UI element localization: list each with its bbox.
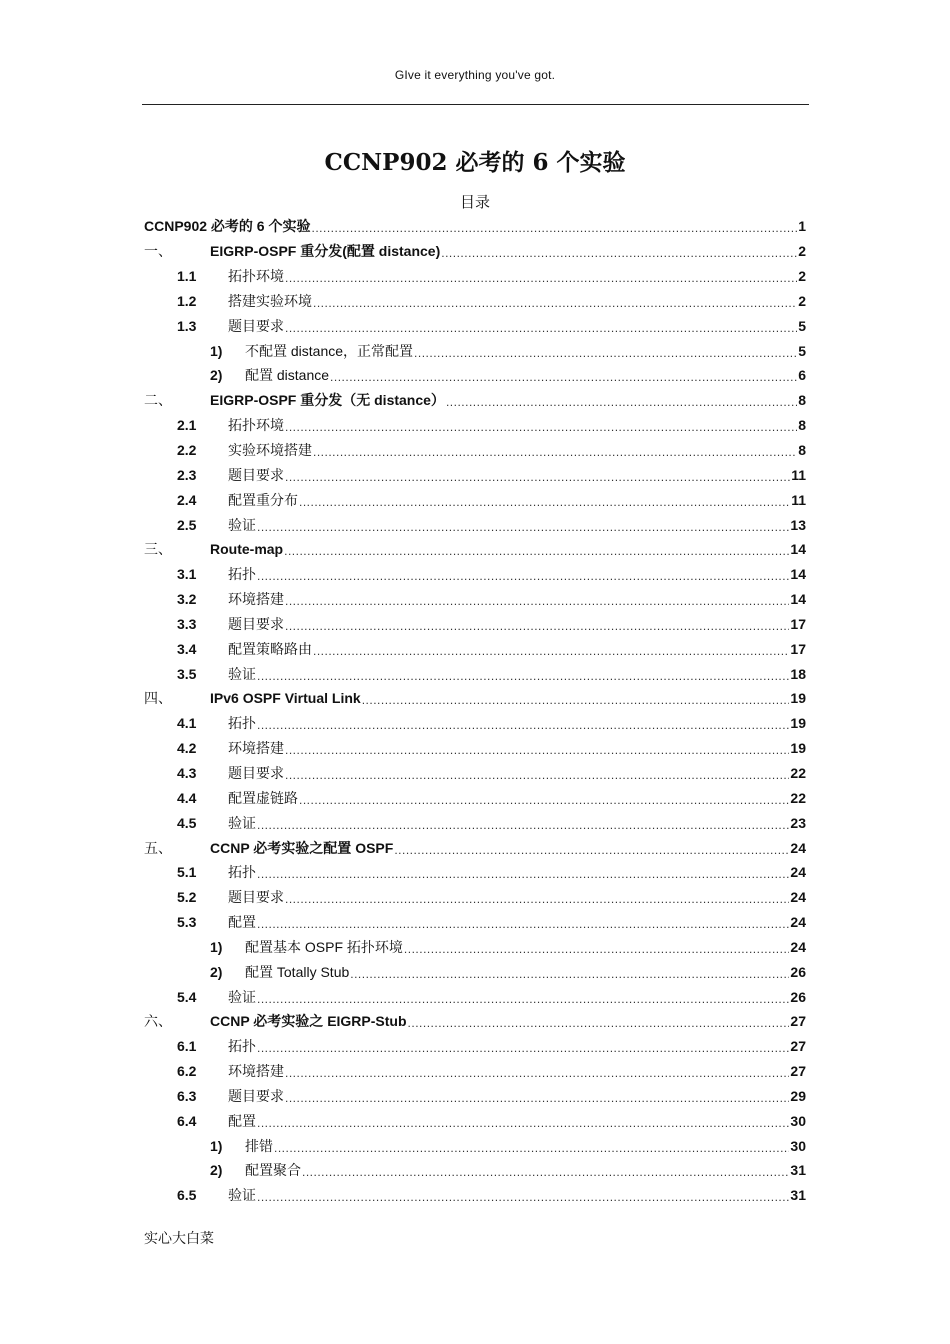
toc-dot-leader bbox=[285, 619, 789, 633]
toc-dot-leader bbox=[257, 992, 789, 1006]
toc-entry-page: 23 bbox=[790, 814, 806, 831]
toc-entry[interactable] bbox=[144, 462, 806, 487]
toc-entry-number: 1) bbox=[210, 1137, 223, 1154]
toc-entry-number: 6.4 bbox=[177, 1112, 197, 1129]
toc-entry-title: 题目要求 bbox=[228, 615, 284, 632]
toc-entry-title: 实验环境搭建 bbox=[228, 442, 312, 459]
toc-entry-page: 24 bbox=[790, 864, 806, 881]
toc-entry-page: 29 bbox=[790, 1087, 806, 1104]
toc-entry-page: 6 bbox=[798, 367, 806, 384]
toc-entry-number: 四、 bbox=[144, 691, 172, 708]
toc-entry-number: 一、 bbox=[144, 244, 172, 261]
toc-entry-title: Route-map bbox=[210, 541, 284, 558]
toc-entry[interactable] bbox=[144, 438, 806, 463]
toc-entry-title: 拓扑 bbox=[228, 1038, 256, 1055]
toc-entry-number: 2) bbox=[210, 367, 223, 384]
toc-entry-page: 31 bbox=[790, 1187, 806, 1204]
toc-entry-number: 六、 bbox=[144, 1014, 172, 1031]
toc-entry-page: 27 bbox=[790, 1063, 806, 1080]
toc-dot-leader bbox=[408, 1016, 790, 1030]
toc-entry[interactable] bbox=[144, 860, 806, 885]
toc-entry-page: 8 bbox=[798, 392, 806, 409]
toc-entry-page: 17 bbox=[790, 615, 806, 632]
document-title: CCNP902 必考的 6 个实验 bbox=[324, 149, 626, 176]
table-of-contents bbox=[144, 214, 806, 1208]
toc-dot-leader bbox=[313, 296, 797, 310]
toc-entry-page: 26 bbox=[790, 963, 806, 980]
toc-entry-page: 26 bbox=[790, 988, 806, 1005]
toc-entry-page: 11 bbox=[791, 466, 806, 483]
toc-entry[interactable] bbox=[144, 562, 806, 587]
toc-entry-page: 30 bbox=[790, 1137, 806, 1154]
toc-dot-leader bbox=[285, 743, 789, 757]
toc-dot-leader bbox=[285, 1091, 789, 1105]
toc-dot-leader bbox=[285, 768, 789, 782]
toc-entry[interactable] bbox=[144, 835, 806, 860]
toc-entry-title: 配置策略路由 bbox=[228, 640, 312, 657]
toc-dot-leader bbox=[274, 1141, 789, 1155]
toc-entry-title: 排错 bbox=[245, 1137, 273, 1154]
toc-entry-title: 拓扑 bbox=[228, 566, 256, 583]
toc-entry-number: 3.4 bbox=[177, 640, 197, 657]
toc-entry-page: 2 bbox=[798, 243, 806, 260]
toc-entry-title: 题目要求 bbox=[228, 317, 284, 334]
toc-entry[interactable] bbox=[144, 612, 806, 637]
toc-dot-leader bbox=[257, 1116, 789, 1130]
toc-entry[interactable] bbox=[144, 711, 806, 736]
toc-dot-leader bbox=[313, 644, 789, 658]
toc-entry-title: 配置 Totally Stub bbox=[245, 963, 350, 980]
toc-entry[interactable] bbox=[144, 338, 806, 363]
toc-entry-title: 配置重分布 bbox=[228, 491, 298, 508]
toc-entry-number: 三、 bbox=[144, 542, 172, 559]
toc-entry-page: 19 bbox=[790, 715, 806, 732]
toc-entry-title: 验证 bbox=[228, 665, 256, 682]
toc-dot-leader bbox=[285, 271, 797, 285]
toc-entry-page: 14 bbox=[790, 541, 806, 558]
toc-entry-title: EIGRP-OSPF 重分发(配置 distance) bbox=[210, 243, 441, 260]
toc-entry-number: 5.2 bbox=[177, 889, 197, 906]
toc-entry-title: 不配置 distance，正常配置 bbox=[245, 342, 414, 359]
toc-entry-page: 24 bbox=[790, 914, 806, 931]
toc-entry-title: 验证 bbox=[228, 516, 256, 533]
toc-dot-leader bbox=[299, 495, 790, 509]
toc-entry-title: 配置聚合 bbox=[245, 1162, 301, 1179]
toc-dot-leader bbox=[285, 892, 789, 906]
toc-entry-title: 配置 distance bbox=[245, 367, 330, 384]
toc-entry[interactable] bbox=[144, 1009, 806, 1034]
toc-dot-leader bbox=[441, 246, 797, 260]
toc-entry-page: 19 bbox=[790, 690, 806, 707]
toc-dot-leader bbox=[257, 1190, 789, 1204]
toc-dot-leader bbox=[285, 470, 790, 484]
toc-dot-leader bbox=[257, 669, 789, 683]
toc-entry-page: 1 bbox=[798, 218, 806, 235]
toc-entry-number: 4.1 bbox=[177, 715, 197, 732]
toc-entry-page: 27 bbox=[790, 1038, 806, 1055]
toc-dot-leader bbox=[257, 917, 789, 931]
toc-entry-number: 5.3 bbox=[177, 914, 197, 931]
footer-author: 实心大白菜 bbox=[144, 1231, 214, 1247]
toc-entry[interactable] bbox=[144, 1108, 806, 1133]
toc-entry[interactable] bbox=[144, 413, 806, 438]
toc-entry[interactable] bbox=[144, 214, 806, 239]
toc-entry[interactable] bbox=[144, 512, 806, 537]
toc-entry-number: 6.2 bbox=[177, 1063, 197, 1080]
toc-entry-page: 2 bbox=[798, 292, 806, 309]
toc-entry-number: 2.1 bbox=[177, 417, 197, 434]
toc-dot-leader bbox=[302, 1165, 789, 1179]
toc-entry[interactable] bbox=[144, 885, 806, 910]
toc-entry[interactable] bbox=[144, 934, 806, 959]
toc-entry-page: 14 bbox=[790, 566, 806, 583]
toc-entry-number: 1.2 bbox=[177, 292, 197, 309]
toc-dot-leader bbox=[257, 520, 789, 534]
toc-entry-title: 题目要求 bbox=[228, 1087, 284, 1104]
toc-entry-page: 30 bbox=[790, 1112, 806, 1129]
toc-entry-page: 17 bbox=[790, 640, 806, 657]
toc-entry[interactable] bbox=[144, 587, 806, 612]
toc-entry[interactable] bbox=[144, 537, 806, 562]
toc-entry[interactable] bbox=[144, 661, 806, 686]
toc-entry-title: 验证 bbox=[228, 1187, 256, 1204]
toc-entry-title: 验证 bbox=[228, 814, 256, 831]
toc-entry-page: 2 bbox=[798, 268, 806, 285]
toc-entry[interactable] bbox=[144, 910, 806, 935]
toc-entry-title: IPv6 OSPF Virtual Link bbox=[210, 690, 361, 707]
toc-entry[interactable] bbox=[144, 810, 806, 835]
toc-entry-page: 5 bbox=[798, 342, 806, 359]
toc-entry[interactable] bbox=[144, 959, 806, 984]
toc-entry-title: 环境搭建 bbox=[228, 1063, 284, 1080]
toc-dot-leader bbox=[446, 395, 797, 409]
toc-entry-number: 6.5 bbox=[177, 1187, 197, 1204]
toc-entry[interactable] bbox=[144, 1158, 806, 1183]
toc-entry-page: 27 bbox=[790, 1013, 806, 1030]
toc-entry-page: 24 bbox=[790, 938, 806, 955]
toc-entry[interactable] bbox=[144, 1084, 806, 1109]
toc-entry-page: 24 bbox=[790, 839, 806, 856]
toc-entry-page: 8 bbox=[798, 442, 806, 459]
toc-entry[interactable] bbox=[144, 363, 806, 388]
toc-entry-number: 4.5 bbox=[177, 814, 197, 831]
toc-dot-leader bbox=[257, 867, 789, 881]
toc-entry[interactable] bbox=[144, 1183, 806, 1208]
toc-entry[interactable] bbox=[144, 487, 806, 512]
toc-dot-leader bbox=[313, 445, 797, 459]
toc-dot-leader bbox=[311, 221, 797, 235]
toc-entry-title: CCNP902 必考的 6 个实验 bbox=[144, 218, 311, 235]
toc-entry-title: 拓扑环境 bbox=[228, 268, 284, 285]
toc-entry[interactable] bbox=[144, 1034, 806, 1059]
toc-entry[interactable] bbox=[144, 313, 806, 338]
toc-entry[interactable] bbox=[144, 984, 806, 1009]
toc-entry-title: 验证 bbox=[228, 988, 256, 1005]
toc-entry-title: 配置 bbox=[228, 914, 256, 931]
toc-entry-title: 题目要求 bbox=[228, 466, 284, 483]
toc-entry-page: 11 bbox=[791, 491, 806, 508]
toc-entry-number: 4.2 bbox=[177, 740, 197, 757]
toc-dot-leader bbox=[284, 544, 789, 558]
toc-entry-number: 3.5 bbox=[177, 665, 197, 682]
toc-entry-title: 题目要求 bbox=[228, 889, 284, 906]
toc-entry-title: 拓扑 bbox=[228, 864, 256, 881]
toc-entry[interactable] bbox=[144, 636, 806, 661]
toc-dot-leader bbox=[257, 1041, 789, 1055]
toc-entry-page: 13 bbox=[790, 516, 806, 533]
toc-entry-page: 31 bbox=[790, 1162, 806, 1179]
toc-dot-leader bbox=[285, 594, 789, 608]
toc-entry[interactable] bbox=[144, 736, 806, 761]
toc-entry[interactable] bbox=[144, 289, 806, 314]
toc-entry[interactable] bbox=[144, 388, 806, 413]
toc-entry-number: 1) bbox=[210, 342, 223, 359]
toc-entry-number: 6.1 bbox=[177, 1038, 197, 1055]
toc-entry-title: 环境搭建 bbox=[228, 591, 284, 608]
toc-entry-page: 22 bbox=[790, 789, 806, 806]
toc-dot-leader bbox=[257, 818, 789, 832]
toc-entry-number: 1.3 bbox=[177, 317, 197, 334]
toc-entry-number: 3.3 bbox=[177, 615, 197, 632]
toc-entry-number: 2.2 bbox=[177, 442, 197, 459]
toc-entry-title: 配置 bbox=[228, 1112, 256, 1129]
toc-entry-title: CCNP 必考实验之 EIGRP-Stub bbox=[210, 1013, 407, 1030]
header-divider bbox=[142, 104, 809, 105]
toc-entry-number: 4.3 bbox=[177, 764, 197, 781]
toc-dot-leader bbox=[257, 569, 789, 583]
toc-entry[interactable] bbox=[144, 1059, 806, 1084]
toc-entry-title: 搭建实验环境 bbox=[228, 292, 312, 309]
toc-entry-number: 2.4 bbox=[177, 491, 197, 508]
toc-dot-leader bbox=[362, 693, 790, 707]
toc-dot-leader bbox=[330, 370, 797, 384]
toc-entry-number: 5.1 bbox=[177, 864, 197, 881]
toc-heading: 目录 bbox=[459, 193, 490, 211]
toc-entry-title: EIGRP-OSPF 重分发（无 distance） bbox=[210, 392, 445, 409]
toc-entry-number: 5.4 bbox=[177, 988, 197, 1005]
toc-entry-page: 5 bbox=[798, 317, 806, 334]
toc-entry[interactable] bbox=[144, 1133, 806, 1158]
toc-dot-leader bbox=[404, 942, 790, 956]
toc-entry-page: 14 bbox=[790, 591, 806, 608]
toc-dot-leader bbox=[257, 718, 789, 732]
toc-entry-page: 8 bbox=[798, 417, 806, 434]
toc-dot-leader bbox=[285, 1066, 789, 1080]
toc-entry-number: 3.1 bbox=[177, 566, 197, 583]
toc-entry-title: 题目要求 bbox=[228, 764, 284, 781]
header-motto: GIve it everything you've got. bbox=[394, 68, 556, 82]
toc-entry-number: 6.3 bbox=[177, 1087, 197, 1104]
toc-entry[interactable] bbox=[144, 761, 806, 786]
toc-entry-number: 2.5 bbox=[177, 516, 197, 533]
toc-entry-title: 配置虚链路 bbox=[228, 789, 298, 806]
toc-entry-title: 环境搭建 bbox=[228, 740, 284, 757]
toc-entry[interactable] bbox=[144, 264, 806, 289]
toc-entry-page: 22 bbox=[790, 764, 806, 781]
toc-dot-leader bbox=[350, 967, 789, 981]
toc-entry-number: 2) bbox=[210, 1162, 223, 1179]
toc-entry-number: 二、 bbox=[144, 393, 172, 410]
toc-entry-title: CCNP 必考实验之配置 OSPF bbox=[210, 839, 394, 856]
toc-entry-number: 4.4 bbox=[177, 789, 197, 806]
toc-entry-number: 五、 bbox=[144, 840, 172, 857]
toc-entry-title: 配置基本 OSPF 拓扑环境 bbox=[245, 938, 403, 955]
toc-entry-number: 1.1 bbox=[177, 268, 197, 285]
toc-dot-leader bbox=[299, 793, 789, 807]
toc-entry-number: 2.3 bbox=[177, 466, 197, 483]
toc-entry-title: 拓扑 bbox=[228, 715, 256, 732]
toc-entry[interactable] bbox=[144, 785, 806, 810]
toc-entry[interactable] bbox=[144, 239, 806, 264]
toc-dot-leader bbox=[285, 321, 797, 335]
toc-entry-page: 18 bbox=[790, 665, 806, 682]
toc-entry[interactable] bbox=[144, 686, 806, 711]
toc-dot-leader bbox=[285, 420, 797, 434]
toc-entry-title: 拓扑环境 bbox=[228, 417, 284, 434]
toc-entry-page: 19 bbox=[790, 740, 806, 757]
toc-entry-number: 1) bbox=[210, 938, 223, 955]
toc-dot-leader bbox=[414, 346, 797, 360]
toc-entry-page: 24 bbox=[790, 889, 806, 906]
toc-dot-leader bbox=[394, 843, 789, 857]
toc-entry-number: 2) bbox=[210, 963, 223, 980]
toc-entry-number: 3.2 bbox=[177, 591, 197, 608]
